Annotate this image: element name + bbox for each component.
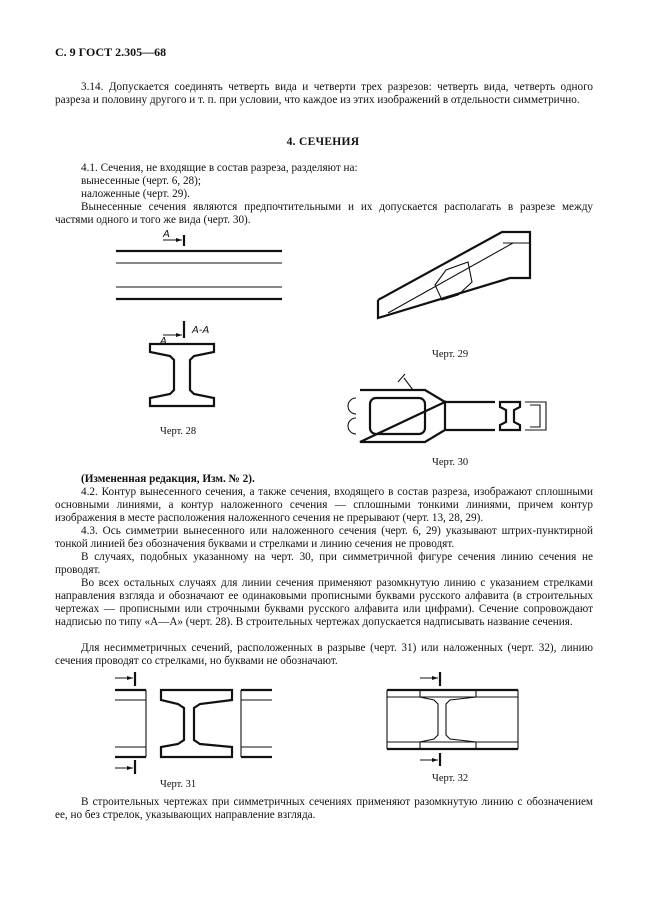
paragraph-4-3-c: Во всех остальных случаях для линии сечения применяют разомкнутую линию с указанием стрелками направления взгляда и обозначают ее одинаковыми прописными буквами русского алфавита (в строительных чертежах — прописными или строчными буквами русского алфавита или цифрами). Сечение сопровождают надписью по типу «А—А» (черт. 28). В строительных чертежах допускается надписывать название сечения. bbox=[55, 577, 593, 628]
label-a-top: А bbox=[163, 229, 170, 240]
caption-drawing-31: Черт. 31 bbox=[160, 779, 197, 790]
paragraph-4-3: 4.3. Ось симметрии вынесенного или наложенного сечения (черт. 6, 29) указывают штрих-пунктирной тонкой линией без обозначения буквами и стрелками и линию сечения не проводят. bbox=[55, 525, 593, 550]
list-item-vynesennye: вынесенные (черт. 6, 28); bbox=[81, 175, 201, 187]
caption-drawing-29: Черт. 29 bbox=[432, 349, 469, 360]
caption-drawing-32: Черт. 32 bbox=[432, 773, 469, 784]
page-header: С. 9 ГОСТ 2.305—68 bbox=[55, 45, 167, 59]
caption-drawing-30: Черт. 30 bbox=[432, 457, 469, 468]
paragraph-4-1-text: Вынесенные сечения являются предпочтительными и их допускается располагать в разрезе между частями одного и того же вида (черт. 30). bbox=[55, 201, 593, 226]
section-title: 4. СЕЧЕНИЯ bbox=[286, 136, 360, 148]
i-beam-section bbox=[150, 344, 214, 406]
paragraph-4-3-b: В случаях, подобных указанному на черт. 30, при симметричной фигуре сечения линию сечения не проводят. bbox=[55, 551, 593, 576]
label-section-a-a: А-А bbox=[192, 325, 210, 336]
paragraph-last: В строительных чертежах при симметричных сечениях применяют разомкнутую линию с обозначением ее, но без стрелок, указывающих направление взгляда. bbox=[55, 796, 593, 821]
paragraph-3-14: 3.14. Допускается соединять четверть вида и четверти трех разрезов: четверть вида, четверть одного разреза и половину другого и т. п. при условии, что каждое из этих изображений в отдельности симметрично. bbox=[55, 81, 593, 106]
paragraph-4-3-d: Для несимметричных сечений, расположенных в разрыве (черт. 31) или наложенных (черт. 32), линию сечения проводят со стрелками, но буквами не обозначают. bbox=[55, 642, 593, 667]
edition-note: (Измененная редакция, Изм. № 2). bbox=[81, 473, 255, 485]
paragraph-4-1-intro: 4.1. Сечения, не входящие в состав разреза, разделяют на: bbox=[81, 162, 358, 174]
list-item-nalozhennye: наложенные (черт. 29). bbox=[81, 188, 190, 200]
label-a-bottom: А bbox=[160, 336, 167, 347]
paragraph-4-2: 4.2. Контур вынесенного сечения, а также сечения, входящего в состав разреза, изображают сплошными основными линиями, а контур наложенного сечения — сплошными тонкими линиями, причем контур изображения в месте расположения наложенного сечения не прерывают (черт. 13, 28, 29). bbox=[55, 486, 593, 524]
caption-drawing-28: Черт. 28 bbox=[160, 426, 197, 437]
